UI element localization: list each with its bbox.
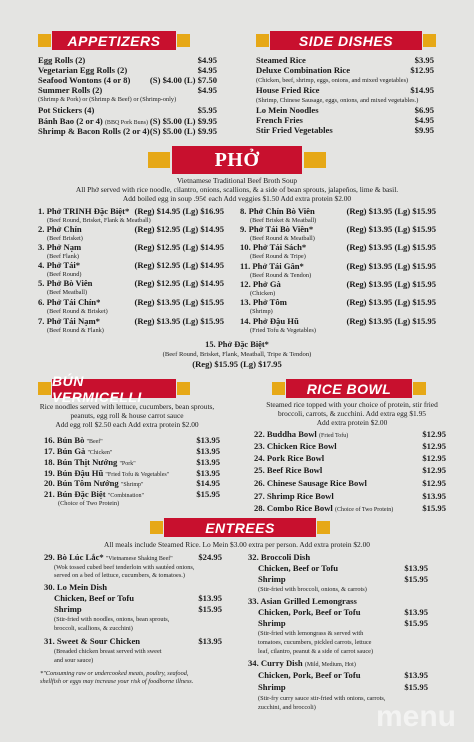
list-item: 1. Phở TRINH Đặc Biệt* (Reg) $14.95 (Lg) $16.95 — [38, 206, 224, 216]
item-note: (Beef Round, Brisket, Flank & Meatball) — [47, 217, 151, 224]
list-item: Summer Rolls (2) $4.95 — [38, 85, 217, 95]
list-item: 11. Phở Tái Gân* (Reg) $13.95 (Lg) $15.95 — [240, 261, 436, 271]
list-item: 17. Bún Gà "Chicken" $13.95 — [44, 446, 220, 456]
e34-desc-2: zucchini, and broccoli) — [258, 704, 316, 711]
list-item: 2. Phở Chín (Reg) $12.95 (Lg) $14.95 — [38, 224, 224, 234]
watermark: menu — [375, 700, 456, 733]
list-item: Chicken, Beef or Tofu $13.95 — [258, 563, 428, 573]
bun-title: BÚN VERMICELLI — [52, 372, 142, 405]
item-note: (Chicken) — [250, 290, 276, 297]
e32-desc: (Stir-fried with broccoli, onions, & carrots) — [258, 586, 367, 593]
list-item: 34. Curry Dish (Mild, Medium, Hot) — [248, 658, 356, 668]
e29-desc-2: served on a bed of lettuce, cucumbers, & tomatoes.) — [54, 572, 185, 579]
item-note: (Beef Round & Tripe) — [250, 253, 306, 260]
rice-intro-2: broccoli, carrots, & zucchini. Add extra egg $1.95 — [278, 409, 426, 418]
list-item: Shrimp $15.95 — [54, 604, 222, 614]
list-item: Steamed Rice $3.95 — [256, 55, 434, 65]
pho-15-price: (Reg) $15.95 (Lg) $17.95 — [192, 359, 282, 369]
list-item: 7. Phở Tái Nạm* (Reg) $13.95 (Lg) $15.95 — [38, 316, 224, 326]
list-item: 12. Phở Gà (Reg) $13.95 (Lg) $15.95 — [240, 279, 436, 289]
item-note: (Beef Brisket & Meatball) — [250, 217, 317, 224]
list-item: 31. Sweet & Sour Chicken $13.95 — [44, 636, 222, 646]
list-item: Chicken, Pork, Beef or Tofu $13.95 — [258, 670, 428, 680]
list-item: 28. Combo Rice Bowl (Choice of Two Protein) $15.95 — [254, 503, 446, 513]
item-note: (Beef Round & Tendon) — [250, 272, 312, 279]
fried-rice-note: (Shrimp, Chinese Sausage, eggs, onions, and mixed vegetables.) — [256, 97, 419, 104]
pho-intro-2: All Phở served with rice noodle, cilantro, onions, scallions, & a side of bean sprouts, jalapeños, lime & basil. — [75, 185, 399, 194]
summer-roll-note: (Shrimp & Pork) or (Shrimp & Beef) or (Shrimp-only) — [38, 96, 177, 103]
side-dishes-banner — [256, 31, 436, 50]
entrees-banner — [150, 518, 330, 537]
list-item: Shrimp $15.95 — [258, 574, 428, 584]
list-item: 5. Phở Bò Viên (Reg) $12.95 (Lg) $14.95 — [38, 278, 224, 288]
list-item: 9. Phở Tái Bò Viên* (Reg) $13.95 (Lg) $15.95 — [240, 224, 436, 234]
list-item: 25. Beef Rice Bowl $12.95 — [254, 465, 446, 475]
pho-intro-1: Vietnamese Traditional Beef Broth Soup — [176, 176, 298, 185]
e33-desc-1: (Stir-fried with lemongrass & served with — [258, 630, 364, 637]
bun-21-note: (Choice of Two Protein) — [58, 500, 120, 507]
list-item: 29. Bò Lúc Lắc* "Vietnamese Shaking Beef" $24.95 — [44, 552, 222, 562]
list-item: 27. Shrimp Rice Bowl $13.95 — [254, 491, 446, 501]
item-note: (Beef Round & Flank) — [47, 327, 104, 334]
e34-desc-1: (Stir-fry curry sauce stir-fried with onions, carrots, — [258, 695, 386, 702]
list-item: 4. Phở Tái* (Reg) $12.95 (Lg) $14.95 — [38, 260, 224, 270]
list-item: Shrimp $15.95 — [258, 682, 428, 692]
item-note: (Beef Round) — [47, 271, 82, 278]
list-item: 24. Pork Rice Bowl $12.95 — [254, 453, 446, 463]
list-item: Vegetarian Egg Rolls (2) $4.95 — [38, 65, 217, 75]
list-item: 20. Bún Tôm Nướng "Shrimp" $14.95 — [44, 478, 220, 488]
entrees-intro: All meals include Steamed Rice. Lo Mein $3.00 extra per person. Add extra protein $2.00 — [104, 540, 370, 549]
list-item: 21. Bún Đặc Biệt "Combination" $15.95 — [44, 489, 220, 499]
rice-bowl-banner — [272, 379, 426, 398]
list-item: 23. Chicken Rice Bowl $12.95 — [254, 441, 446, 451]
appetizers-title: APPETIZERS — [67, 32, 161, 49]
e33-desc-3: leaf, cilantro, peanut & a side of carrot sauce) — [258, 648, 374, 655]
e30-desc-2: broccoli, scallions, & zucchini) — [54, 625, 133, 632]
e31-desc-2: and sour sauce) — [54, 657, 94, 664]
list-item: 30. Lo Mein Dish — [44, 582, 108, 592]
list-item: Bánh Bao (2 or 4) (BBQ Pork Buns) (S) $5.00 (L) $9.95 — [38, 116, 217, 126]
item-note: (Shrimp) — [250, 308, 273, 315]
list-item: Chicken, Beef or Tofu $13.95 — [54, 593, 222, 603]
pho-banner — [148, 146, 326, 174]
item-note: (Beef Meatball) — [47, 289, 88, 296]
item-note: (Beef Round & Brisket) — [47, 308, 108, 315]
list-item: French Fries $4.95 — [256, 115, 434, 125]
item-note: (Beef Round & Meatball) — [250, 235, 315, 242]
list-item: 13. Phở Tôm (Reg) $13.95 (Lg) $15.95 — [240, 297, 436, 307]
disclaimer-2: shellfish or eggs may increase your risk of foodborne illness. — [40, 678, 194, 685]
list-item: 19. Bún Đậu Hũ "Fried Tofu & Vegetables" $13.95 — [44, 468, 220, 478]
list-item: Egg Rolls (2) $4.95 — [38, 55, 217, 65]
list-item: 32. Broccoli Dish — [248, 552, 311, 562]
list-item: 14. Phở Đậu Hũ (Reg) $13.95 (Lg) $15.95 — [240, 316, 436, 326]
list-item: Stir Fried Vegetables $9.95 — [256, 125, 434, 135]
list-item: Shrimp $15.95 — [258, 618, 428, 628]
deluxe-note: (Chicken, beef, shrimp, eggs, onions, and mixed vegetables) — [256, 77, 409, 84]
list-item: 26. Chinese Sausage Rice Bowl $12.95 — [254, 478, 446, 488]
side-dishes-title: SIDE DISHES — [298, 32, 394, 49]
list-item: Deluxe Combination Rice $12.95 — [256, 65, 434, 75]
list-item: 6. Phở Tái Chín* (Reg) $13.95 (Lg) $15.95 — [38, 297, 224, 307]
item-note: (Fried Tofu & Vegetables) — [250, 327, 316, 334]
appetizers-banner — [38, 31, 190, 50]
rice-bowl-title: RICE BOWL — [306, 380, 392, 397]
list-item: Shrimp & Bacon Rolls (2 or 4) (S) $5.00 (L) $9.95 — [38, 126, 217, 136]
pho-title: PHỞ — [214, 148, 260, 171]
pho-intro-3: Add boiled egg in soup .95¢ each Add veggies $1.50 Add extra protein $2.00 — [122, 194, 352, 203]
bun-banner — [38, 372, 190, 405]
list-item: 10. Phở Tái Sách* (Reg) $13.95 (Lg) $15.95 — [240, 242, 436, 252]
list-item: 22. Buddha Bowl (Fried Tofu) $12.95 — [254, 429, 446, 439]
bun-intro-2: peanuts, egg roll & house carrot sauce — [70, 411, 184, 420]
list-item: 8. Phở Chín Bò Viên (Reg) $13.95 (Lg) $15.95 — [240, 206, 436, 216]
pho-15-note: (Beef Round, Brisket, Flank, Meatball, Tripe & Tendon) — [162, 351, 312, 358]
rice-intro-1: Steamed rice topped with your choice of protein, stir fried — [266, 400, 438, 409]
bun-intro-1: Rice noodles served with lettuce, cucumbers, bean sprouts, — [39, 402, 215, 411]
list-item: Seafood Wontons (4 or 8) (S) $4.00 (L) $7.50 — [38, 75, 217, 85]
list-item: Pot Stickers (4) $5.95 — [38, 105, 217, 115]
e30-desc-1: (Stir-fried with noodles, onions, bean sprouts, — [54, 616, 170, 623]
item-note: (Beef Brisket) — [47, 235, 83, 242]
list-item: 3. Phở Nạm (Reg) $12.95 (Lg) $14.95 — [38, 242, 224, 252]
bun-intro-3: Add egg roll $2.50 each Add extra protein $2.00 — [55, 420, 199, 429]
e29-desc-1: (Wok tossed cubed beef tenderloin with sautéed onions, — [54, 564, 195, 571]
list-item: 18. Bún Thịt Nướng "Pork" $13.95 — [44, 457, 220, 467]
list-item: Lo Mein Noodles $6.95 — [256, 105, 434, 115]
e33-desc-2: tomatoes, cucumbers, pickled carrots, lettuce — [258, 639, 372, 646]
pho-15-name: 15. Phở Đặc Biệt* — [205, 340, 269, 349]
list-item: Chicken, Pork, Beef or Tofu $13.95 — [258, 607, 428, 617]
disclaimer-1: *"Consuming raw or undercooked meats, poultry, seafood, — [40, 670, 189, 677]
e31-desc-1: (Breaded chicken breast served with sweet — [54, 648, 162, 655]
list-item: House Fried Rice $14.95 — [256, 85, 434, 95]
list-item: 16. Bún Bò "Beef" $13.95 — [44, 435, 220, 445]
list-item: 33. Asian Grilled Lemongrass — [248, 596, 357, 606]
entrees-title: ENTREES — [205, 519, 275, 536]
item-note: (Beef Flank) — [47, 253, 79, 260]
rice-intro-3: Add extra protein $2.00 — [316, 418, 388, 427]
